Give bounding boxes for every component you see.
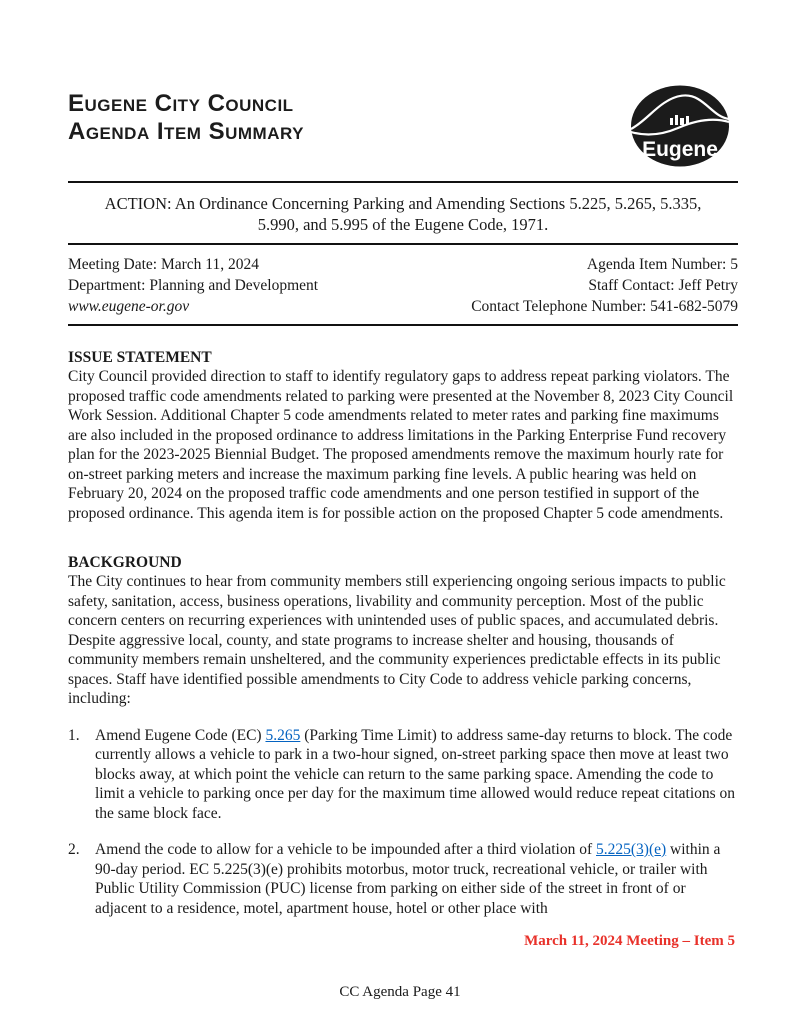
item-2-number: 2. [68,841,80,858]
contact-phone: Contact Telephone Number: 541-682-5079 [471,298,738,315]
eugene-logo-graphic [630,85,730,167]
amendment-item-1 [68,726,738,824]
document-title [68,88,304,146]
document-header [68,88,738,170]
issue-statement-heading: ISSUE STATEMENT [68,349,212,366]
issue-statement-section [68,348,738,523]
title-line-1: Eugene City Council [68,90,294,117]
meta-left-column [68,254,318,317]
agenda-item-number: Agenda Item Number: 5 [586,256,738,273]
background-heading: BACKGROUND [68,554,182,571]
item-2-text [95,840,738,918]
amendment-item-2 [68,840,738,918]
item-1-text [95,726,738,824]
department: Department: Planning and Development [68,277,319,294]
action-statement: ACTION: An Ordinance Concerning Parking and Amending Sections 5.225, 5.265, 5.335, 5.990, and 5.995 of the Eugene Code, 1971. [104,194,702,234]
issue-statement-body: City Council provided direction to staff to identify regulatory gaps to address repeat parking violators. The proposed traffic code amendments related to parking were presented at the November 8, 2023 City Council Work Session. Additional Chapter 5 code amendments related to meter rates and parking fine maximums are also included in the proposed ordinance to address limitations in the Parking Enterprise Fund recovery plan for the 2023-2025 Biennial Budget. The proposed amendments remove the maximum hourly rate for on-street parking meters and increase the maximum parking fine levels. A public hearing was held on February 20, 2024 on the proposed traffic code amendments and one person testified in support of the proposed ordinance. This agenda item is for possible action on the proposed Chapter 5 code amendments. [68,368,734,522]
item-1-after: (Parking Time Limit) to address same-day returns to block. The code currently allows a vehicle to park in a two-hour signed, on-street parking space then move at least two blocks away, at which point the vehicle can return to the same parking space. Amending the code to limit a vehicle to parking once per day for the maximum time allowed would reduce repeat citations on the same block face. [95,726,736,822]
document-content [68,88,738,918]
background-body: The City continues to hear from community members still experiencing ongoing serious impacts to public safety, sanitation, access, business operations, livability and community perception. Most of the public concern centers on recurring experiences with unintended uses of public spaces, and accumulated debris. Despite aggressive local, county, and state programs to increase shelter and housing, thousands of community members remain unsheltered, and the community experiences predictable effects in its public spaces. Staff have identified possible amendments to City Code to address vehicle parking concerns, including: [68,573,726,707]
code-link-5-265[interactable]: 5.265 [265,726,301,744]
item-2-after: within a 90-day period. EC 5.225(3)(e) prohibits motorbus, motor truck, recreational vehicle, or trailer with Public Utility Commission (PUC) license from parking on either side of the street in front of or adjacent to a residence, motel, apartment house, hotel or other place with [95,841,721,917]
code-link-5-225-3-e[interactable]: 5.225(3)(e) [596,841,667,858]
meeting-item-note: March 11, 2024 Meeting – Item 5 [524,933,735,949]
background-section [68,553,738,709]
page-number: CC Agenda Page 41 [339,984,461,1000]
divider-action [68,243,738,245]
divider-meta [68,324,738,326]
eugene-city-logo [630,85,730,167]
meta-right-column [471,254,738,317]
item-2-before: Amend the code to allow for a vehicle to be impounded after a third violation of [95,841,597,858]
title-line-2: Agenda Item Summary [68,118,304,145]
divider-top [68,181,738,183]
meeting-date: Meeting Date: March 11, 2024 [68,256,259,273]
item-1-number: 1. [68,726,80,744]
item-1-before: Amend Eugene Code (EC) [95,726,266,744]
logo-wordmark: Eugene [642,138,718,161]
meeting-meta [68,254,738,317]
staff-contact: Staff Contact: Jeff Petry [588,277,738,294]
website: www.eugene-or.gov [68,298,190,315]
